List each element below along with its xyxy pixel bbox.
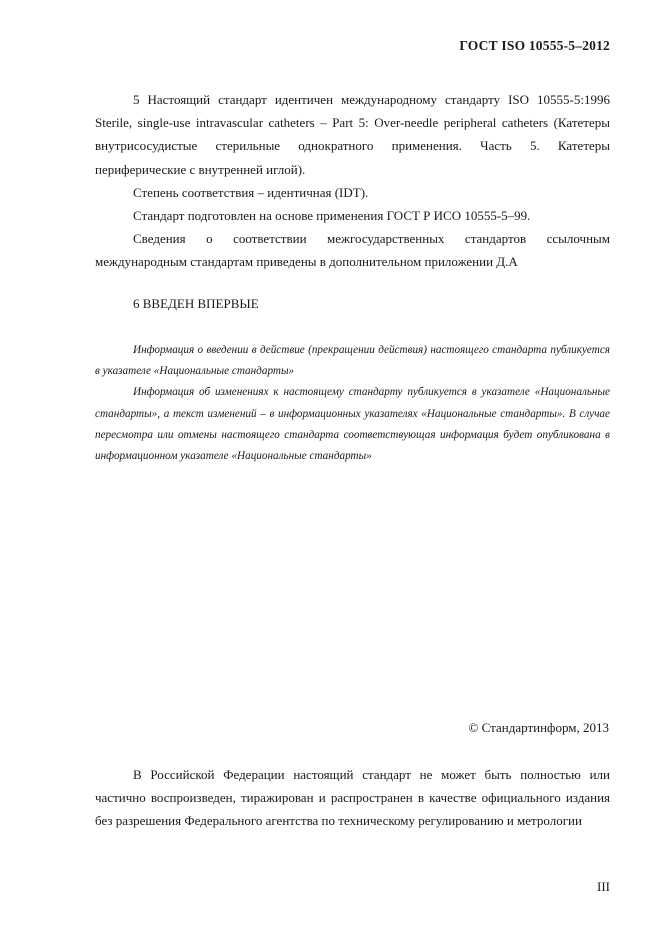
changes-info-paragraph: Информация об изменениях к настоящему стандарту публикуется в указателе «Национальные стандарты», а текст изменений – в информационных указателях «Национальные стандарты». В случае пересмотра или отмены настоящего стандарта соответствующая информация будет опубликована в информационном указателе «Национальные стандарты» [95,386,610,463]
compliance-degree-paragraph: Степень соответствия – идентичная (IDT). [133,184,369,200]
section-5-block [95,88,610,274]
introduction-info-paragraph: Информация о введении в действие (прекращении действия) настоящего стандарта публикуется в указателе «Национальные стандарты» [95,344,610,378]
rights-paragraph: В Российской Федерации настоящий стандарт не может быть полностью или частично воспроизведен, тиражирован и распространен в качестве официального издания без разрешения Федерального агентства по техническому регулированию и метрологии [95,767,610,829]
publication-info-block [95,340,610,467]
reference-info-paragraph: Сведения о соответствии межгосударственных стандартов ссылочным международным стандартам приведены в дополнительном приложении Д.А [95,231,610,270]
section-5-paragraph: 5 Настоящий стандарт идентичен международному стандарту ISO 10555-5:1996 Sterile, single-use intravascular catheters – Part 5: Over-needle peripheral catheters (Катетеры внутрисосудистые стерильные однократного применения. Часть 5. Катетеры периферические с внутренней иглой). [95,92,610,177]
copyright-notice: © Стандартинформ, 2013 [468,720,609,735]
section-6-heading: 6 ВВЕДЕН ВПЕРВЫЕ [133,296,259,311]
rights-block [95,763,610,833]
basis-standard-paragraph: Стандарт подготовлен на основе применения ГОСТ Р ИСО 10555-5–99. [133,208,531,224]
page-number: III [597,879,610,894]
standard-code-header: ГОСТ ISO 10555-5–2012 [459,38,610,53]
